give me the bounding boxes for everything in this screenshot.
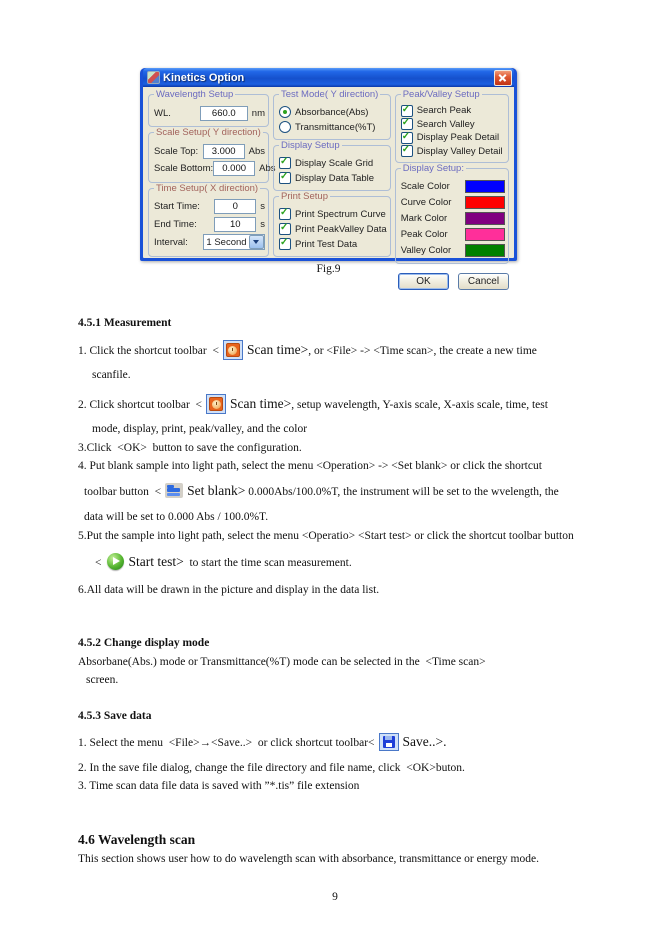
test-mode-group — [273, 89, 391, 140]
end-time-unit: s — [260, 218, 265, 230]
scale-color-swatch[interactable] — [465, 180, 505, 193]
set-blank-icon — [165, 483, 183, 498]
scale-bottom-input[interactable] — [213, 161, 255, 176]
step-1-line — [78, 340, 537, 360]
peak-color-swatch[interactable] — [465, 228, 505, 241]
valley-color-label: Valley Color — [400, 244, 452, 256]
section-46-line: This section shows user how to do wavelength scan with absorbance, transmittance or energy mode. — [78, 853, 539, 865]
icon-bar — [167, 488, 180, 492]
floppy-shutter — [385, 736, 392, 740]
checkbox-row — [279, 238, 387, 250]
checkbox-label: Print PeakValley Data — [295, 223, 387, 235]
step-5-line: 5.Put the sample into light path, select the menu <Operatio> <Start test> or click the shortcut toolbar button — [78, 530, 574, 542]
checkbox-label: Search Peak — [416, 105, 472, 116]
ok-button[interactable]: OK — [398, 273, 449, 290]
checkbox-checked-icon[interactable] — [401, 145, 413, 157]
dialog-left-column — [148, 89, 276, 254]
scale-bottom-unit: Abs — [259, 163, 276, 174]
step-text: toolbar button < — [84, 486, 162, 498]
dialog-title: Kinetics Option — [163, 71, 245, 84]
section-451-heading: 4.5.1 Measurement — [78, 317, 172, 329]
dialog-titlebar[interactable] — [143, 68, 514, 87]
time-setup-group — [148, 182, 269, 257]
clock-square — [226, 343, 240, 357]
step-text: , setup wavelength, Y-axis scale, X-axis scale, time, test — [291, 399, 548, 411]
step-3-line: 3.Click <OK> button to save the configuration. — [78, 442, 302, 454]
end-time-label: End Time: — [154, 218, 197, 230]
radio-unselected-icon[interactable] — [279, 121, 291, 133]
wl-input[interactable] — [200, 106, 248, 121]
clock-face — [228, 346, 237, 355]
display-color-setup-group — [395, 162, 509, 264]
scan-time-icon — [223, 340, 243, 360]
scale-top-unit: Abs — [248, 145, 265, 157]
wl-unit: nm — [251, 107, 265, 119]
step-text-large: Scan time> — [246, 342, 309, 357]
scale-bottom-label: Scale Bottom: — [154, 163, 214, 174]
scan-time-icon — [206, 394, 226, 414]
interval-label: Interval: — [154, 236, 188, 248]
scale-top-row — [154, 144, 265, 159]
group-title: Time Setup( X direction) — [156, 182, 259, 194]
step-5-continued-icon-line — [95, 553, 352, 571]
group-title: Scale Setup( Y direction) — [156, 127, 261, 138]
floppy-body — [383, 736, 395, 748]
curve-color-label: Curve Color — [400, 196, 452, 208]
color-row — [401, 228, 505, 241]
checkbox-row — [279, 208, 387, 220]
checkbox-label: Display Data Table — [295, 172, 375, 184]
radio-row — [279, 106, 387, 118]
step-2-continued: mode, display, print, peak/valley, and the color — [92, 423, 308, 435]
checkbox-label: Search Valley — [416, 118, 475, 130]
dialog-right-column — [395, 89, 509, 287]
checkbox-row — [401, 105, 505, 117]
step-text: 1. Click the shortcut toolbar < — [78, 345, 219, 357]
step-text-large: Set blank> — [187, 483, 246, 498]
checkbox-row — [279, 223, 387, 235]
step-2-line — [78, 394, 548, 414]
start-time-row — [154, 199, 265, 214]
step-text-large: Start test> — [128, 554, 184, 569]
color-row — [401, 212, 505, 225]
start-time-label: Start Time: — [154, 201, 200, 212]
checkbox-checked-icon[interactable] — [401, 118, 413, 130]
checkbox-checked-icon[interactable] — [401, 105, 413, 117]
section-453-heading: 4.5.3 Save data — [78, 710, 152, 722]
checkbox-checked-icon[interactable] — [401, 132, 413, 144]
clock-face — [212, 400, 221, 409]
end-time-row — [154, 217, 265, 232]
display-setup-group — [273, 140, 391, 191]
checkbox-row — [401, 132, 505, 144]
checkbox-label: Print Spectrum Curve — [295, 208, 386, 220]
checkbox-checked-icon[interactable] — [279, 238, 291, 250]
checkbox-row — [279, 157, 387, 169]
page-number: 9 — [332, 891, 338, 903]
radio-selected-icon[interactable] — [279, 106, 291, 118]
checkbox-label: Print Test Data — [295, 238, 358, 250]
group-title: Peak/Valley Setup — [402, 89, 480, 100]
play-triangle — [113, 557, 120, 565]
save-icon — [379, 733, 399, 751]
step-text: < — [95, 557, 102, 569]
group-title: Display Setup: — [402, 162, 464, 174]
step-4-continued-icon-line — [84, 483, 559, 500]
icon-bar — [167, 493, 180, 496]
dialog-middle-column — [273, 89, 391, 254]
group-title: Display Setup — [281, 140, 340, 151]
cancel-button[interactable]: Cancel — [458, 273, 509, 290]
floppy-label — [386, 743, 392, 748]
step-4-continued: data will be set to 0.000 Abs / 100.0%T. — [84, 511, 269, 523]
close-icon[interactable] — [494, 70, 512, 86]
save-step-3-line: 3. Time scan data file data is saved with ”*.tis” file extension — [78, 780, 360, 792]
step-text-large: Scan time> — [230, 396, 292, 411]
radio-row — [279, 121, 387, 133]
step-text: , or <File> -> <Time scan>, the create a new time — [308, 345, 537, 357]
start-time-unit: s — [260, 201, 265, 212]
start-test-icon — [107, 553, 124, 570]
section-452-line1: Absorbane(Abs.) mode or Transmittance(%T) mode can be selected in the <Time scan> — [78, 656, 486, 668]
step-text: to start the time scan measurement. — [183, 557, 352, 569]
step-6-line: 6.All data will be drawn in the picture and display in the data list. — [78, 584, 380, 596]
section-452-line2: screen. — [86, 674, 119, 686]
group-title: Print Setup — [281, 191, 328, 202]
color-row — [401, 196, 505, 209]
wavelength-setup-group — [148, 89, 269, 127]
step-text: 0.000Abs/100.0%T, the instrument will be set to the wvelength, the — [245, 486, 559, 498]
radio-label: Transmittance(%T) — [295, 121, 376, 133]
figure-caption: Fig.9 — [316, 263, 341, 275]
save-step-1-line — [78, 733, 447, 751]
checkbox-label: Display Peak Detail — [416, 132, 500, 143]
scale-color-label: Scale Color — [400, 180, 450, 192]
checkbox-row — [279, 172, 387, 184]
checkbox-label: Display Scale Grid — [295, 157, 374, 169]
checkbox-row — [401, 145, 505, 157]
valley-color-swatch[interactable] — [465, 244, 505, 257]
section-452-heading: 4.5.2 Change display mode — [78, 637, 210, 649]
checkbox-checked-icon[interactable] — [279, 223, 291, 235]
color-row — [401, 244, 505, 257]
step-text: 1. Select the menu <File>→<Save..> or click shortcut toolbar< — [78, 737, 375, 749]
interval-value: 1 Second — [206, 236, 247, 248]
scale-bottom-row — [154, 161, 276, 176]
group-title: Test Mode( Y direction) — [281, 89, 379, 100]
wl-label: WL. — [154, 107, 171, 119]
peak-color-label: Peak Color — [400, 228, 448, 240]
mark-color-label: Mark Color — [400, 212, 448, 224]
print-setup-group — [273, 191, 391, 257]
end-time-input[interactable] — [214, 217, 256, 232]
step-text-large: Save..>. — [402, 734, 447, 749]
clock-square — [209, 397, 223, 411]
peak-valley-setup-group — [395, 89, 509, 163]
interval-row — [154, 234, 265, 250]
step-4-line: 4. Put blank sample into light path, select the menu <Operation> -> <Set blank> or click the shortcut — [78, 460, 542, 472]
section-46-heading: 4.6 Wavelength scan — [78, 832, 196, 847]
checkbox-checked-icon[interactable] — [279, 172, 291, 184]
interval-dropdown[interactable] — [203, 234, 265, 250]
start-time-input[interactable] — [214, 199, 256, 214]
mark-color-swatch[interactable] — [465, 212, 505, 225]
checkbox-checked-icon[interactable] — [279, 157, 291, 169]
scale-setup-group — [148, 127, 276, 183]
step-1-continued: scanfile. — [92, 369, 131, 381]
scale-top-input[interactable] — [203, 144, 245, 159]
chevron-down-icon[interactable] — [249, 235, 264, 249]
checkbox-label: Display Valley Detail — [416, 145, 503, 157]
wl-row — [154, 106, 265, 121]
checkbox-checked-icon[interactable] — [279, 208, 291, 220]
save-step-2-line: 2. In the save file dialog, change the file directory and file name, click <OK>buton. — [78, 762, 465, 774]
color-row — [401, 180, 505, 193]
group-title: Wavelength Setup — [156, 89, 234, 100]
app-icon — [147, 71, 160, 84]
checkbox-row — [401, 118, 505, 130]
scale-top-label: Scale Top: — [154, 145, 199, 157]
curve-color-swatch[interactable] — [465, 196, 505, 209]
radio-label: Absorbance(Abs) — [295, 106, 369, 118]
step-text: 2. Click shortcut toolbar < — [78, 399, 203, 411]
